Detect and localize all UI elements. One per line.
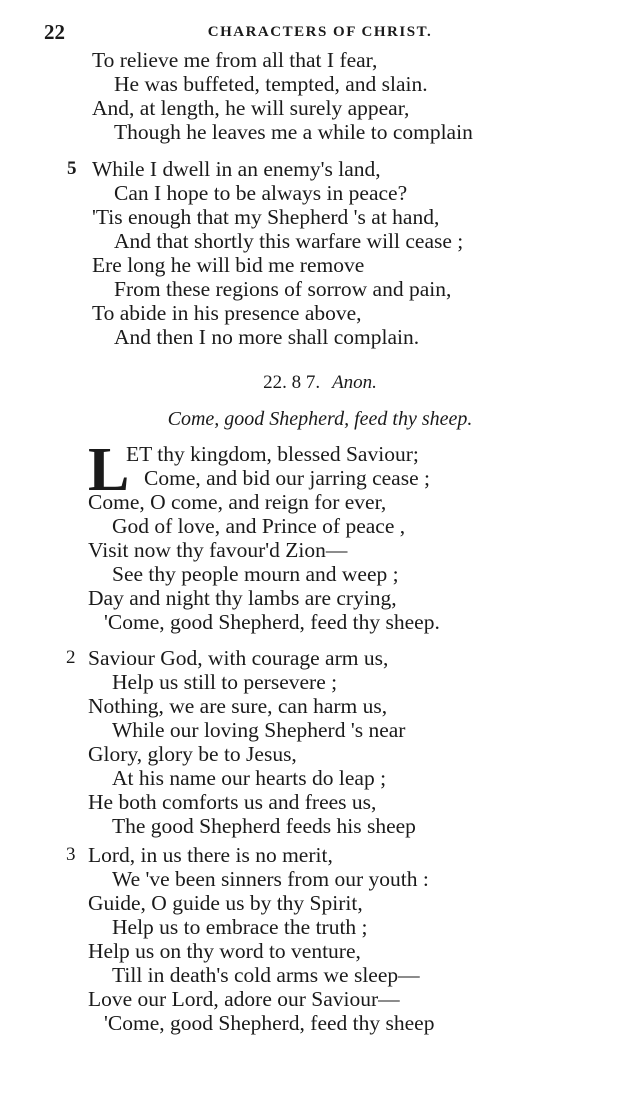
stanza-number: 3 — [66, 844, 76, 865]
verse-line: Saviour God, with courage arm us, — [88, 646, 389, 670]
verse-line: ET thy kingdom, blessed Saviour; — [126, 442, 419, 466]
verse-line: 'Come, good Shepherd, feed thy sheep. — [104, 610, 440, 634]
verse-line: He was buffeted, tempted, and slain. — [114, 72, 428, 96]
page-number: 22 — [44, 20, 65, 44]
verse-line: Help us on thy word to venture, — [88, 939, 361, 963]
verse-line: Glory, glory be to Jesus, — [88, 742, 297, 766]
verse-line: And, at length, he will surely appear, — [92, 96, 410, 120]
verse-line: Visit now thy favour'd Zion— — [88, 538, 348, 562]
verse-line: 'Come, good Shepherd, feed thy sheep — [104, 1011, 435, 1035]
verse-line: While our loving Shepherd 's near — [112, 718, 406, 742]
page-header — [40, 18, 600, 48]
verse-line: Come, and bid our jarring cease ; — [144, 466, 430, 490]
verse-line: At his name our hearts do leap ; — [112, 766, 387, 790]
verse-line: Though he leaves me a while to complain — [114, 120, 473, 144]
verse-line: 'Tis enough that my Shepherd 's at hand, — [92, 205, 440, 229]
verse-line: Love our Lord, adore our Saviour— — [88, 987, 400, 1011]
verse-line: God of love, and Prince of peace , — [112, 514, 406, 538]
hymn-author: Anon. — [332, 372, 377, 393]
hymn-heading — [0, 372, 640, 394]
verse-line: Can I hope to be always in peace? — [114, 181, 408, 205]
verse-line: Till in death's cold arms we sleep— — [112, 963, 420, 987]
verse-line: See thy people mourn and weep ; — [112, 562, 399, 586]
verse-line: While I dwell in an enemy's land, — [92, 157, 381, 181]
verse-line: Day and night thy lambs are crying, — [88, 586, 397, 610]
verse-line: The good Shepherd feeds his sheep — [112, 814, 416, 838]
verse-line: Come, O come, and reign for ever, — [88, 490, 387, 514]
verse-line: Nothing, we are sure, can harm us, — [88, 694, 388, 718]
running-title: CHARACTERS OF CHRIST. — [207, 24, 433, 40]
verse-line: Help us still to persevere ; — [112, 670, 338, 694]
hymn-number-meter: 22. 8 7. — [263, 372, 321, 393]
verse-line: And that shortly this warfare will cease ; — [114, 229, 464, 253]
verse-line: To abide in his presence above, — [92, 301, 362, 325]
drop-cap: L — [88, 436, 130, 504]
stanza-number: 2 — [66, 647, 76, 668]
verse-line: Lord, in us there is no merit, — [88, 843, 333, 867]
verse-line: Help us to embrace the truth ; — [112, 915, 368, 939]
hymn-title: Come, good Shepherd, feed thy sheep. — [167, 408, 473, 430]
verse-line: From these regions of sorrow and pain, — [114, 277, 452, 301]
stanza-number: 5 — [67, 158, 77, 179]
verse-line: And then I no more shall complain. — [114, 325, 420, 349]
verse-line: Guide, O guide us by thy Spirit, — [88, 891, 363, 915]
verse-line: To relieve me from all that I fear, — [92, 48, 378, 72]
verse-line: We 've been sinners from our youth : — [112, 867, 429, 891]
verse-line: He both comforts us and frees us, — [88, 790, 377, 814]
verse-line: Ere long he will bid me remove — [92, 253, 365, 277]
